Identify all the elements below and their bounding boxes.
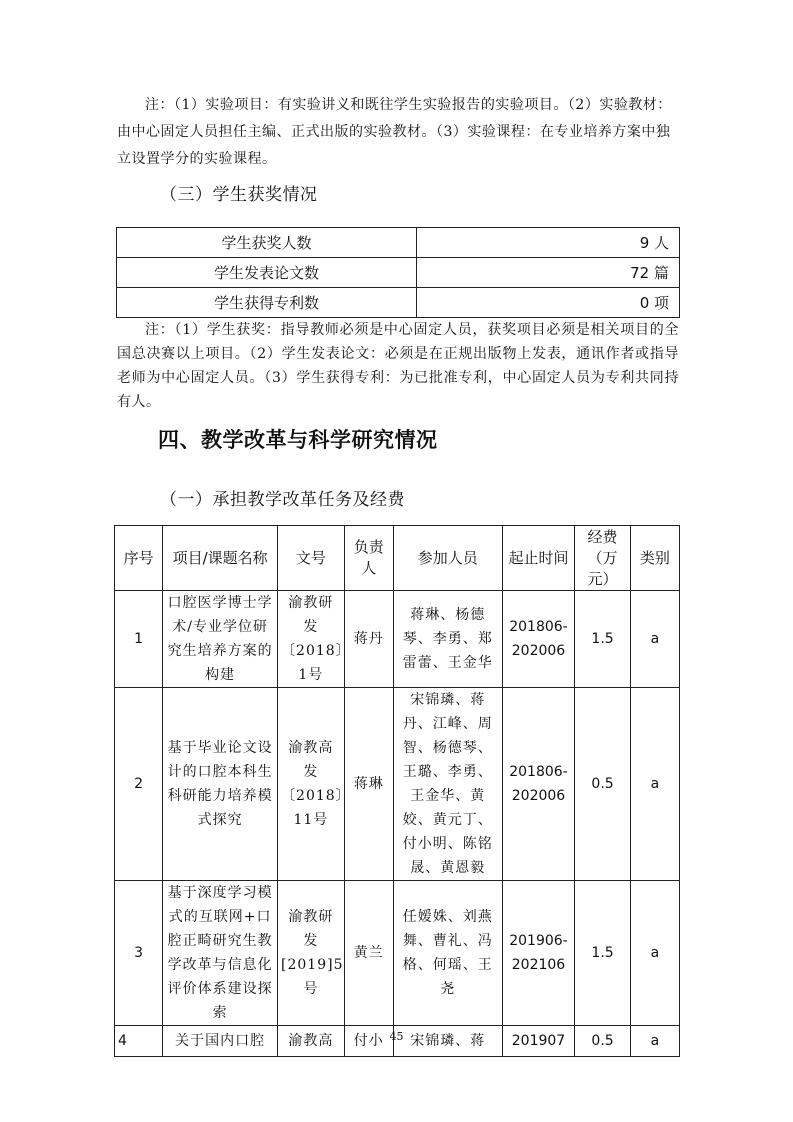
- reform-table: [114, 525, 680, 1057]
- cell-leader: 付小: [344, 1026, 393, 1057]
- cell-members: 宋锦璘、蒋丹、江峰、周智、杨德琴、王璐、李勇、王金华、黄姣、黄元丁、付小明、陈铭晟、黄恩毅: [393, 688, 502, 881]
- award-notes: 注：（1）学生获奖：指导教师必须是中心固定人员，获奖项目必须是相关项目的全国总决赛以上项目。（2）学生发表论文：必须是在正规出版物上发表，通讯作者或指导老师为中心固定人员。（3）学生获得专利：为已批准专利，中心固定人员为专利共同持有人。: [117, 322, 679, 410]
- award-value: 0 项: [417, 288, 680, 318]
- page-number: 45: [389, 1030, 404, 1043]
- award-label: 学生获奖人数: [117, 228, 417, 258]
- table-row: [117, 228, 680, 258]
- header-leader: 负责人: [344, 526, 393, 591]
- table-row: [115, 881, 680, 1026]
- cell-no: 1: [115, 591, 163, 688]
- cell-name: 基于深度学习模式的互联网+口腔正畸研究生教学改革与信息化评价体系建设探索: [163, 881, 278, 1026]
- awards-table: [116, 227, 680, 318]
- cell-funds: 0.5: [575, 688, 630, 881]
- experiment-notes: 注：（1）实验项目：有实验讲义和既往学生实验报告的实验项目。（2）实验教材：由中心固定人员担任主编、正式出版的实验教材。（3）实验课程：在专业培养方案中独立设置学分的实验课程。: [117, 97, 672, 167]
- cell-no: 2: [115, 688, 163, 881]
- table-row: [115, 591, 680, 688]
- cell-category: a: [630, 688, 679, 881]
- award-label: 学生获得专利数: [117, 288, 417, 318]
- cell-no: 4: [115, 1026, 163, 1057]
- header-name: 项目/课题名称: [163, 526, 278, 591]
- cell-period: 201806-202006: [502, 591, 575, 688]
- cell-doc: 渝教研发〔2018〕1号: [278, 591, 345, 688]
- header-no: 序号: [115, 526, 163, 591]
- cell-period: 201906-202106: [502, 881, 575, 1026]
- award-value: 72 篇: [417, 258, 680, 288]
- cell-category: a: [630, 591, 679, 688]
- cell-period: 201907: [502, 1026, 575, 1057]
- cell-doc: 渝教高: [278, 1026, 345, 1057]
- cell-leader: 黄兰: [344, 881, 393, 1026]
- cell-doc: 渝教高发〔2018〕11号: [278, 688, 345, 881]
- cell-doc: 渝教研发[2019]5号: [278, 881, 345, 1026]
- cell-name: 基于毕业论文设计的口腔本科生科研能力培养模式探究: [163, 688, 278, 881]
- table-row: [115, 688, 680, 881]
- cell-name: 关于国内口腔: [163, 1026, 278, 1057]
- cell-members: 任嫒姝、刘燕舞、曹礼、冯格、何瑶、王尧: [393, 881, 502, 1026]
- table-row: [117, 258, 680, 288]
- table-header-row: [115, 526, 680, 591]
- header-members: 参加人员: [393, 526, 502, 591]
- header-doc: 文号: [278, 526, 345, 591]
- cell-leader: 蒋琳: [344, 688, 393, 881]
- cell-name: 口腔医学博士学术/专业学位研究生培养方案的构建: [163, 591, 278, 688]
- award-label: 学生发表论文数: [117, 258, 417, 288]
- cell-category: a: [630, 881, 679, 1026]
- cell-funds: 1.5: [575, 591, 630, 688]
- cell-funds: 0.5: [575, 1026, 630, 1057]
- chapter-title: 四、教学改革与科学研究情况: [158, 428, 438, 452]
- section-awards-title: （三）学生获奖情况: [160, 185, 318, 205]
- section-reform-title: （一）承担教学改革任务及经费: [160, 490, 405, 510]
- cell-members: 宋锦璘、蒋: [393, 1026, 502, 1057]
- cell-funds: 1.5: [575, 881, 630, 1026]
- table-row: [117, 288, 680, 318]
- header-category: 类别: [630, 526, 679, 591]
- header-period: 起止时间: [502, 526, 575, 591]
- cell-members: 蒋琳、杨德琴、李勇、郑雷蕾、王金华: [393, 591, 502, 688]
- award-value: 9 人: [417, 228, 680, 258]
- cell-category: a: [630, 1026, 679, 1057]
- cell-no: 3: [115, 881, 163, 1026]
- cell-leader: 蒋丹: [344, 591, 393, 688]
- cell-period: 201806-202006: [502, 688, 575, 881]
- header-funds: 经费（万元）: [575, 526, 630, 591]
